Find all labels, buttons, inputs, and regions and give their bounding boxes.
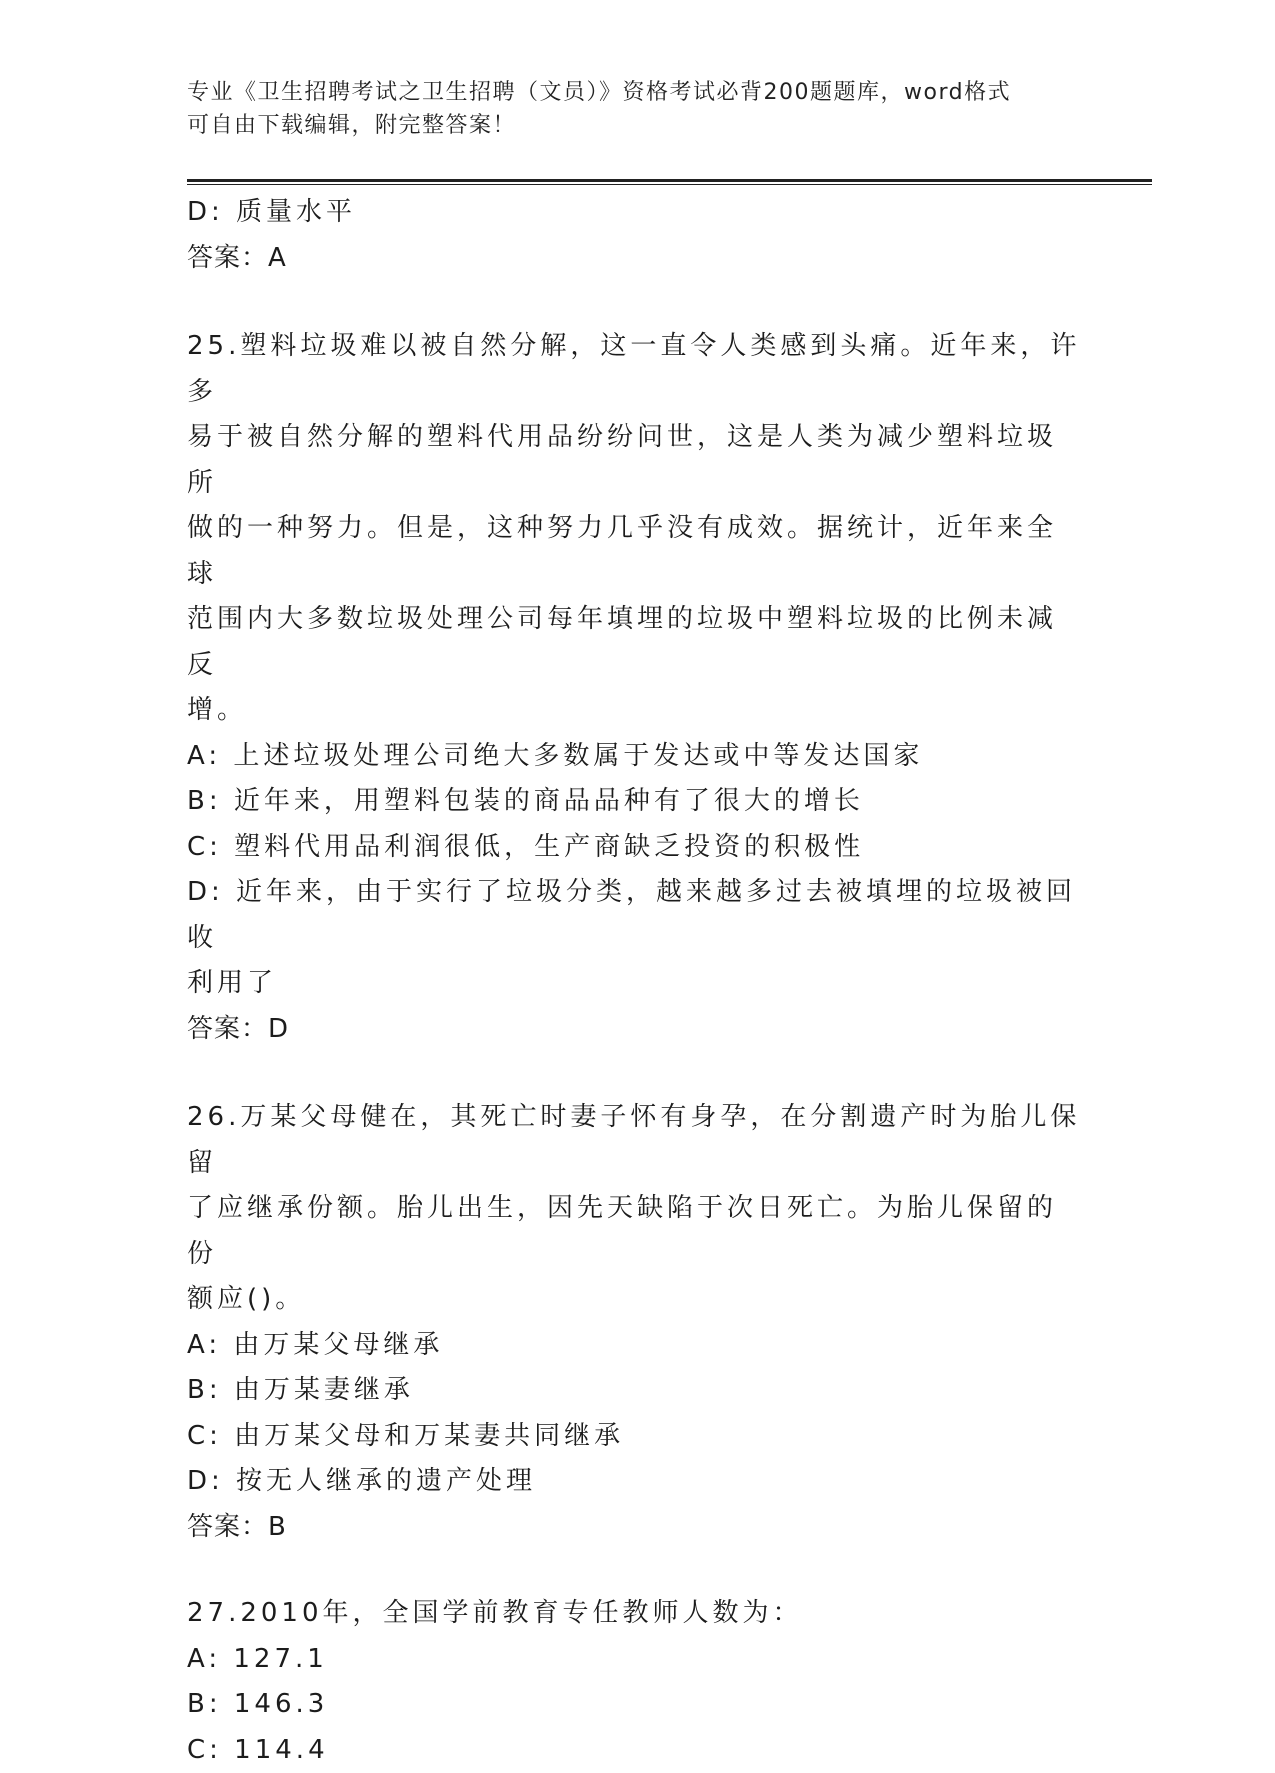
question-25-stem-line-5: 增。 bbox=[187, 688, 1082, 734]
header-subtitle-line: 可自由下载编辑，附完整答案！ bbox=[187, 109, 1067, 142]
document-body bbox=[187, 190, 1082, 1773]
spacer bbox=[187, 1052, 1082, 1095]
question-27-option-c: C: 114.4 bbox=[187, 1728, 1082, 1773]
question-25-answer: 答案：D bbox=[187, 1007, 1082, 1053]
prev-option-d: D: 质量水平 bbox=[187, 190, 1082, 236]
question-25-stem-line-2: 易于被自然分解的塑料代用品纷纷问世，这是人类为减少塑料垃圾所 bbox=[187, 415, 1082, 506]
question-25-stem-line-1: 25.塑料垃圾难以被自然分解，这一直令人类感到头痛。近年来，许多 bbox=[187, 324, 1082, 415]
question-26-option-c: C: 由万某父母和万某妻共同继承 bbox=[187, 1414, 1082, 1460]
question-26-stem-line-1: 26.万某父母健在，其死亡时妻子怀有身孕，在分割遗产时为胎儿保留 bbox=[187, 1095, 1082, 1186]
header-divider-thick bbox=[187, 179, 1152, 182]
question-25-option-b: B: 近年来，用塑料包装的商品品种有了很大的增长 bbox=[187, 779, 1082, 825]
question-25-option-d-continued: 利用了 bbox=[187, 961, 1082, 1007]
spacer bbox=[187, 281, 1082, 324]
question-26-option-d: D: 按无人继承的遗产处理 bbox=[187, 1459, 1082, 1505]
question-25-stem-line-3: 做的一种努力。但是，这种努力几乎没有成效。据统计，近年来全球 bbox=[187, 506, 1082, 597]
question-25 bbox=[187, 324, 1082, 1052]
question-26 bbox=[187, 1095, 1082, 1550]
header-divider-thin bbox=[187, 184, 1152, 185]
question-27-stem: 27.2010年，全国学前教育专任教师人数为： bbox=[187, 1591, 1082, 1637]
prev-answer: 答案：A bbox=[187, 236, 1082, 282]
question-27-option-b: B: 146.3 bbox=[187, 1682, 1082, 1728]
header-title-line: 专业《卫生招聘考试之卫生招聘（文员）》资格考试必背200题题库，word格式 bbox=[187, 76, 1067, 109]
question-26-option-a: A: 由万某父母继承 bbox=[187, 1323, 1082, 1369]
question-25-option-a: A: 上述垃圾处理公司绝大多数属于发达或中等发达国家 bbox=[187, 734, 1082, 780]
question-26-answer: 答案：B bbox=[187, 1505, 1082, 1551]
question-25-option-d: D: 近年来，由于实行了垃圾分类，越来越多过去被填埋的垃圾被回收 bbox=[187, 870, 1082, 961]
question-26-stem-line-2: 了应继承份额。胎儿出生，因先天缺陷于次日死亡。为胎儿保留的份 bbox=[187, 1186, 1082, 1277]
question-25-option-c: C: 塑料代用品利润很低，生产商缺乏投资的积极性 bbox=[187, 825, 1082, 871]
question-27 bbox=[187, 1591, 1082, 1773]
spacer bbox=[187, 1550, 1082, 1591]
question-26-option-b: B: 由万某妻继承 bbox=[187, 1368, 1082, 1414]
question-25-stem-line-4: 范围内大多数垃圾处理公司每年填埋的垃圾中塑料垃圾的比例未减反 bbox=[187, 597, 1082, 688]
question-27-option-a: A: 127.1 bbox=[187, 1637, 1082, 1683]
question-26-stem-line-3: 额应()。 bbox=[187, 1277, 1082, 1323]
document-header bbox=[187, 76, 1067, 142]
